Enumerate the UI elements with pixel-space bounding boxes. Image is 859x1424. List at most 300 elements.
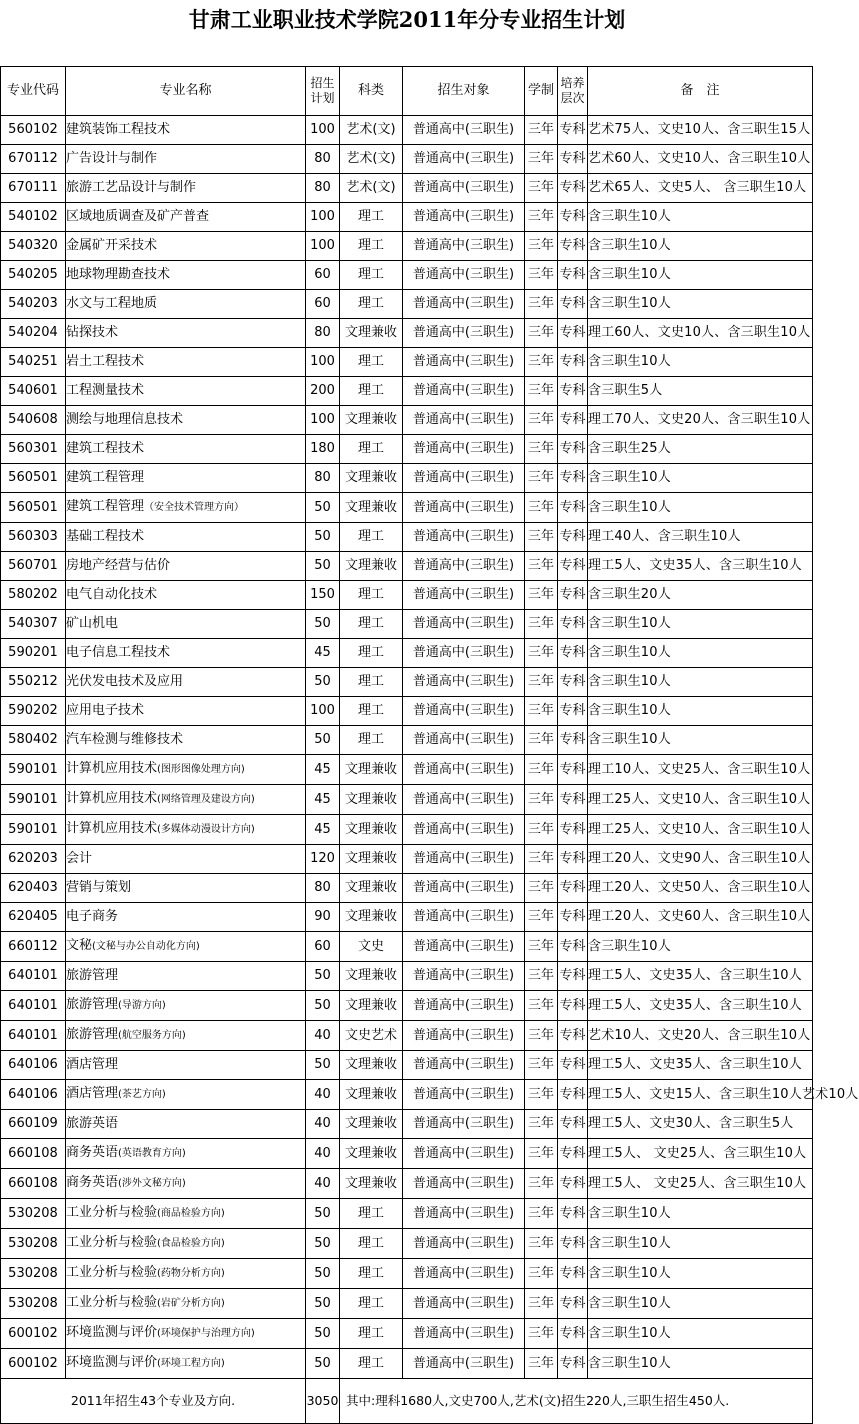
cell-name — [66, 232, 306, 261]
cell-level: 专科 — [558, 232, 588, 261]
cell-length: 三年 — [525, 1199, 558, 1229]
cell-level: 专科 — [558, 174, 588, 203]
cell-quota: 50 — [306, 1259, 340, 1289]
cell-name — [66, 1259, 306, 1289]
cell-length: 三年 — [525, 1259, 558, 1289]
cell-quota: 50 — [306, 610, 340, 639]
cell-code: 560501 — [1, 493, 66, 523]
cell-level: 专科 — [558, 1169, 588, 1199]
table-row — [1, 145, 813, 174]
cell-quota: 100 — [306, 348, 340, 377]
cell-length: 三年 — [525, 1021, 558, 1051]
cell-length: 三年 — [525, 932, 558, 962]
cell-remark: 理工20人、文史90人、含三职生10人 — [588, 845, 813, 874]
cell-category: 艺术(文) — [340, 145, 403, 174]
cell-length: 三年 — [525, 203, 558, 232]
cell-category: 理工 — [340, 348, 403, 377]
cell-remark: 含三职生10人 — [588, 697, 813, 726]
cell-code: 640106 — [1, 1080, 66, 1110]
cell-level: 专科 — [558, 348, 588, 377]
cell-remark: 含三职生10人 — [588, 232, 813, 261]
cell-level: 专科 — [558, 1051, 588, 1080]
cell-target: 普通高中(三职生) — [403, 1289, 525, 1319]
major-direction: (涉外文秘方向) — [118, 1178, 186, 1189]
table-row — [1, 377, 813, 406]
major-name: 矿山机电 — [66, 616, 119, 631]
table-row — [1, 726, 813, 755]
cell-length: 三年 — [525, 581, 558, 610]
cell-remark: 艺术65人、文史5人、 含三职生10人 — [588, 174, 813, 203]
table-row — [1, 1110, 813, 1139]
major-name: 岩土工程技术 — [66, 354, 145, 369]
major-name: 建筑工程技术 — [66, 441, 145, 456]
cell-length: 三年 — [525, 493, 558, 523]
cell-category: 理工 — [340, 639, 403, 668]
cell-code: 540307 — [1, 610, 66, 639]
cell-remark: 含三职生10人 — [588, 464, 813, 493]
cell-target: 普通高中(三职生) — [403, 1259, 525, 1289]
major-direction: (食品检验方向) — [157, 1238, 225, 1249]
cell-remark: 理工5人、文史35人、含三职生10人 — [588, 962, 813, 991]
cell-level: 专科 — [558, 845, 588, 874]
table-row — [1, 1319, 813, 1349]
cell-name — [66, 903, 306, 932]
cell-length: 三年 — [525, 261, 558, 290]
cell-name — [66, 145, 306, 174]
cell-name — [66, 581, 306, 610]
cell-code: 620405 — [1, 903, 66, 932]
cell-name — [66, 1289, 306, 1319]
cell-category: 文理兼收 — [340, 874, 403, 903]
cell-code: 560701 — [1, 552, 66, 581]
cell-remark: 含三职生10人 — [588, 1289, 813, 1319]
major-name: 基础工程技术 — [66, 529, 145, 544]
table-row — [1, 406, 813, 435]
cell-category: 理工 — [340, 377, 403, 406]
cell-category: 理工 — [340, 261, 403, 290]
cell-code: 640106 — [1, 1051, 66, 1080]
cell-quota: 60 — [306, 261, 340, 290]
cell-quota: 50 — [306, 962, 340, 991]
cell-category: 艺术(文) — [340, 116, 403, 145]
cell-code: 660108 — [1, 1139, 66, 1169]
major-name: 旅游管理 — [66, 968, 119, 983]
cell-level: 专科 — [558, 726, 588, 755]
cell-target: 普通高中(三职生) — [403, 1139, 525, 1169]
cell-quota: 80 — [306, 464, 340, 493]
major-direction: (图形图像处理方向) — [157, 764, 245, 775]
cell-length: 三年 — [525, 845, 558, 874]
cell-target: 普通高中(三职生) — [403, 290, 525, 319]
cell-level: 专科 — [558, 610, 588, 639]
cell-length: 三年 — [525, 1169, 558, 1199]
cell-code: 560501 — [1, 464, 66, 493]
cell-code: 590202 — [1, 697, 66, 726]
cell-remark: 理工70人、文史20人、含三职生10人 — [588, 406, 813, 435]
cell-name — [66, 290, 306, 319]
cell-category: 理工 — [340, 610, 403, 639]
cell-remark: 艺术60人、文史10人、含三职生10人 — [588, 145, 813, 174]
cell-quota: 100 — [306, 406, 340, 435]
major-name: 建筑工程管理 — [66, 470, 145, 485]
cell-target: 普通高中(三职生) — [403, 1051, 525, 1080]
cell-name — [66, 1110, 306, 1139]
major-name: 旅游英语 — [66, 1116, 119, 1131]
header-name: 专业名称 — [66, 67, 306, 116]
cell-quota: 50 — [306, 1349, 340, 1379]
major-name: 电子信息工程技术 — [66, 645, 171, 660]
cell-category: 理工 — [340, 668, 403, 697]
cell-code: 530208 — [1, 1229, 66, 1259]
cell-name — [66, 785, 306, 815]
major-name: 环境监测与评价 — [66, 1325, 158, 1340]
cell-code: 560301 — [1, 435, 66, 464]
cell-level: 专科 — [558, 523, 588, 552]
major-name: 测绘与地理信息技术 — [66, 412, 184, 427]
cell-target: 普通高中(三职生) — [403, 552, 525, 581]
cell-name — [66, 203, 306, 232]
cell-code: 660108 — [1, 1169, 66, 1199]
cell-length: 三年 — [525, 874, 558, 903]
cell-category: 文理兼收 — [340, 1080, 403, 1110]
cell-code: 590101 — [1, 785, 66, 815]
cell-length: 三年 — [525, 610, 558, 639]
cell-level: 专科 — [558, 697, 588, 726]
table-row — [1, 1289, 813, 1319]
table-row — [1, 261, 813, 290]
cell-remark: 含三职生10人 — [588, 1199, 813, 1229]
header-remark: 备 注 — [588, 67, 813, 116]
table-row — [1, 991, 813, 1021]
cell-remark: 含三职生10人 — [588, 493, 813, 523]
cell-code: 540102 — [1, 203, 66, 232]
cell-level: 专科 — [558, 1259, 588, 1289]
cell-category: 理工 — [340, 523, 403, 552]
table-row — [1, 815, 813, 845]
cell-level: 专科 — [558, 1139, 588, 1169]
cell-name — [66, 406, 306, 435]
cell-category: 理工 — [340, 1349, 403, 1379]
cell-code: 670111 — [1, 174, 66, 203]
table-row — [1, 232, 813, 261]
cell-code: 560303 — [1, 523, 66, 552]
total-description: 其中:理科1680人,文史700人,艺术(文)招生220人,三职生招生450人. — [340, 1379, 813, 1424]
cell-length: 三年 — [525, 1319, 558, 1349]
cell-name — [66, 1319, 306, 1349]
cell-name — [66, 962, 306, 991]
cell-quota: 50 — [306, 1051, 340, 1080]
cell-target: 普通高中(三职生) — [403, 610, 525, 639]
cell-level: 专科 — [558, 464, 588, 493]
cell-quota: 40 — [306, 1021, 340, 1051]
cell-target: 普通高中(三职生) — [403, 145, 525, 174]
cell-quota: 50 — [306, 1289, 340, 1319]
cell-code: 660112 — [1, 932, 66, 962]
cell-level: 专科 — [558, 1319, 588, 1349]
cell-length: 三年 — [525, 552, 558, 581]
cell-length: 三年 — [525, 1110, 558, 1139]
cell-level: 专科 — [558, 261, 588, 290]
cell-quota: 50 — [306, 552, 340, 581]
table-row — [1, 1259, 813, 1289]
cell-target: 普通高中(三职生) — [403, 1169, 525, 1199]
cell-level: 专科 — [558, 962, 588, 991]
cell-target: 普通高中(三职生) — [403, 726, 525, 755]
cell-category: 理工 — [340, 203, 403, 232]
cell-target: 普通高中(三职生) — [403, 668, 525, 697]
major-direction: (环境保护与治理方向) — [157, 1328, 255, 1339]
cell-length: 三年 — [525, 726, 558, 755]
major-name: 房地产经营与估价 — [66, 558, 171, 573]
cell-category: 文理兼收 — [340, 962, 403, 991]
table-row — [1, 319, 813, 348]
cell-remark: 含三职生10人 — [588, 1349, 813, 1379]
cell-remark: 理工20人、文史50人、含三职生10人 — [588, 874, 813, 903]
cell-length: 三年 — [525, 348, 558, 377]
cell-remark: 理工25人、文史10人、含三职生10人 — [588, 785, 813, 815]
cell-category: 文理兼收 — [340, 755, 403, 785]
cell-quota: 80 — [306, 145, 340, 174]
cell-category: 文理兼收 — [340, 1051, 403, 1080]
table-row — [1, 552, 813, 581]
table-row — [1, 464, 813, 493]
cell-name — [66, 464, 306, 493]
cell-length: 三年 — [525, 145, 558, 174]
table-row — [1, 203, 813, 232]
cell-target: 普通高中(三职生) — [403, 1349, 525, 1379]
cell-level: 专科 — [558, 1110, 588, 1139]
major-name: 营销与策划 — [66, 880, 132, 895]
cell-target: 普通高中(三职生) — [403, 523, 525, 552]
cell-code: 640101 — [1, 962, 66, 991]
cell-target: 普通高中(三职生) — [403, 464, 525, 493]
cell-length: 三年 — [525, 1139, 558, 1169]
cell-quota: 100 — [306, 116, 340, 145]
cell-level: 专科 — [558, 755, 588, 785]
cell-length: 三年 — [525, 639, 558, 668]
cell-target: 普通高中(三职生) — [403, 755, 525, 785]
cell-code: 540320 — [1, 232, 66, 261]
cell-target: 普通高中(三职生) — [403, 697, 525, 726]
table-row — [1, 1349, 813, 1379]
cell-target: 普通高中(三职生) — [403, 174, 525, 203]
cell-level: 专科 — [558, 932, 588, 962]
cell-level: 专科 — [558, 785, 588, 815]
table-row — [1, 523, 813, 552]
cell-name — [66, 261, 306, 290]
cell-level: 专科 — [558, 903, 588, 932]
table-body — [1, 116, 859, 1379]
cell-name — [66, 874, 306, 903]
cell-code: 590201 — [1, 639, 66, 668]
cell-code: 550212 — [1, 668, 66, 697]
table-row — [1, 845, 813, 874]
table-row — [1, 1199, 813, 1229]
cell-name — [66, 523, 306, 552]
cell-remark: 理工25人、文史10人、含三职生10人 — [588, 815, 813, 845]
cell-category: 理工 — [340, 1289, 403, 1319]
cell-level: 专科 — [558, 668, 588, 697]
cell-length: 三年 — [525, 785, 558, 815]
major-direction: (环境工程方向) — [157, 1358, 225, 1369]
major-direction: (岩矿分析方向) — [157, 1298, 225, 1309]
cell-remark: 理工5人、文史35人、含三职生10人 — [588, 552, 813, 581]
cell-name — [66, 755, 306, 785]
cell-level: 专科 — [558, 815, 588, 845]
major-name: 商务英语 — [66, 1175, 119, 1190]
cell-category: 理工 — [340, 581, 403, 610]
major-direction: （安全技术管理方向） — [144, 502, 245, 513]
cell-code: 530208 — [1, 1199, 66, 1229]
major-direction: (茶艺方向) — [118, 1089, 166, 1100]
cell-remark: 艺术75人、文史10人、含三职生15人 — [588, 116, 813, 145]
cell-quota: 60 — [306, 932, 340, 962]
cell-name — [66, 319, 306, 348]
major-name: 商务英语 — [66, 1145, 119, 1160]
major-name: 文秘 — [66, 938, 93, 953]
cell-code: 580402 — [1, 726, 66, 755]
cell-remark: 理工20人、文史60人、含三职生10人 — [588, 903, 813, 932]
major-direction: (药物分析方向) — [157, 1268, 225, 1279]
major-name: 工业分析与检验 — [66, 1235, 158, 1250]
major-name: 旅游工艺品设计与制作 — [66, 180, 197, 195]
cell-level: 专科 — [558, 145, 588, 174]
table-row — [1, 435, 813, 464]
cell-quota: 80 — [306, 874, 340, 903]
cell-target: 普通高中(三职生) — [403, 785, 525, 815]
table-row — [1, 174, 813, 203]
cell-category: 艺术(文) — [340, 174, 403, 203]
cell-quota: 50 — [306, 1229, 340, 1259]
major-name: 钻探技术 — [66, 325, 119, 340]
cell-name — [66, 639, 306, 668]
major-name: 旅游管理 — [66, 997, 119, 1012]
major-name: 工业分析与检验 — [66, 1205, 158, 1220]
cell-quota: 40 — [306, 1080, 340, 1110]
cell-target: 普通高中(三职生) — [403, 348, 525, 377]
cell-name — [66, 1139, 306, 1169]
cell-length: 三年 — [525, 290, 558, 319]
cell-quota: 100 — [306, 203, 340, 232]
major-name: 水文与工程地质 — [66, 296, 158, 311]
cell-code: 540601 — [1, 377, 66, 406]
cell-length: 三年 — [525, 962, 558, 991]
table-row — [1, 610, 813, 639]
cell-quota: 45 — [306, 785, 340, 815]
cell-code: 590101 — [1, 755, 66, 785]
cell-length: 三年 — [525, 1289, 558, 1319]
cell-length: 三年 — [525, 1349, 558, 1379]
cell-category: 文理兼收 — [340, 1169, 403, 1199]
major-name: 工业分析与检验 — [66, 1265, 158, 1280]
cell-length: 三年 — [525, 319, 558, 348]
cell-code: 530208 — [1, 1259, 66, 1289]
cell-remark: 含三职生25人 — [588, 435, 813, 464]
cell-quota: 200 — [306, 377, 340, 406]
cell-quota: 40 — [306, 1139, 340, 1169]
major-name: 地球物理勘查技术 — [66, 267, 171, 282]
major-name: 会计 — [66, 851, 93, 866]
cell-code: 640101 — [1, 1021, 66, 1051]
table-header-row — [1, 67, 813, 116]
cell-length: 三年 — [525, 174, 558, 203]
cell-quota: 45 — [306, 639, 340, 668]
cell-length: 三年 — [525, 523, 558, 552]
header-length: 学制 — [525, 67, 558, 116]
total-quota: 3050 — [306, 1379, 340, 1424]
cell-level: 专科 — [558, 1229, 588, 1259]
cell-quota: 90 — [306, 903, 340, 932]
cell-name — [66, 1199, 306, 1229]
cell-name — [66, 435, 306, 464]
cell-code: 600102 — [1, 1319, 66, 1349]
cell-code: 540608 — [1, 406, 66, 435]
cell-code: 640101 — [1, 991, 66, 1021]
cell-level: 专科 — [558, 435, 588, 464]
cell-category: 理工 — [340, 697, 403, 726]
cell-quota: 50 — [306, 1199, 340, 1229]
cell-code: 620403 — [1, 874, 66, 903]
major-name: 工程测量技术 — [66, 383, 145, 398]
cell-code: 620203 — [1, 845, 66, 874]
cell-target: 普通高中(三职生) — [403, 319, 525, 348]
cell-name — [66, 348, 306, 377]
cell-target: 普通高中(三职生) — [403, 1319, 525, 1349]
cell-remark: 理工5人、 文史25人、含三职生10人 — [588, 1169, 813, 1199]
cell-category: 理工 — [340, 1319, 403, 1349]
major-name: 金属矿开采技术 — [66, 238, 158, 253]
cell-category: 文理兼收 — [340, 464, 403, 493]
cell-remark: 理工5人、 文史25人、含三职生10人 — [588, 1139, 813, 1169]
cell-level: 专科 — [558, 1199, 588, 1229]
table-row — [1, 348, 813, 377]
major-name: 电子商务 — [66, 909, 119, 924]
cell-quota: 120 — [306, 845, 340, 874]
major-name: 计算机应用技术 — [66, 761, 158, 776]
table-row — [1, 1021, 813, 1051]
cell-code: 590101 — [1, 815, 66, 845]
major-direction: (商品检验方向) — [157, 1208, 225, 1219]
cell-quota: 40 — [306, 1169, 340, 1199]
table-row — [1, 903, 813, 932]
cell-name — [66, 932, 306, 962]
cell-category: 文理兼收 — [340, 1139, 403, 1169]
cell-level: 专科 — [558, 377, 588, 406]
cell-name — [66, 610, 306, 639]
cell-remark: 含三职生10人 — [588, 1319, 813, 1349]
table-row — [1, 1139, 813, 1169]
major-name: 区域地质调查及矿产普查 — [66, 209, 210, 224]
major-direction: (文秘与办公自动化方向) — [92, 941, 200, 952]
major-direction: (航空服务方向) — [118, 1030, 186, 1041]
major-name: 工业分析与检验 — [66, 1295, 158, 1310]
cell-length: 三年 — [525, 755, 558, 785]
cell-target: 普通高中(三职生) — [403, 1110, 525, 1139]
cell-target: 普通高中(三职生) — [403, 1080, 525, 1110]
cell-length: 三年 — [525, 1051, 558, 1080]
cell-quota: 150 — [306, 581, 340, 610]
cell-length: 三年 — [525, 464, 558, 493]
cell-name — [66, 1229, 306, 1259]
cell-quota: 50 — [306, 1319, 340, 1349]
cell-remark: 含三职生10人 — [588, 261, 813, 290]
major-name: 旅游管理 — [66, 1027, 119, 1042]
major-direction: (导游方向) — [118, 1000, 166, 1011]
cell-target: 普通高中(三职生) — [403, 903, 525, 932]
cell-category: 理工 — [340, 435, 403, 464]
cell-level: 专科 — [558, 874, 588, 903]
cell-remark: 理工5人、文史15人、含三职生10人艺术10人 — [588, 1080, 813, 1110]
